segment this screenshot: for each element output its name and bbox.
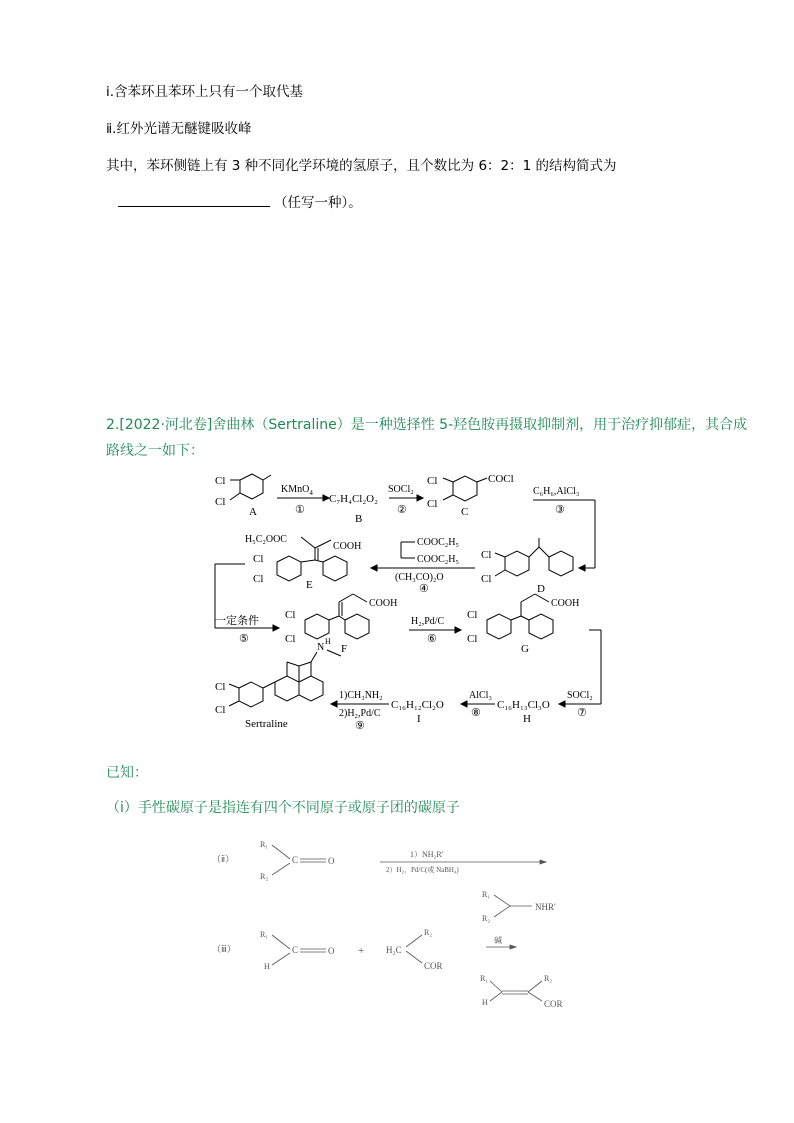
- label-B: B: [355, 513, 363, 525]
- cl-label: Cl: [215, 681, 226, 693]
- label-C: C: [461, 506, 469, 518]
- group-cor: COR: [424, 961, 443, 971]
- group-cor: COR: [544, 999, 563, 1009]
- question2-line2: 路线之一如下：: [106, 443, 204, 459]
- group-cooh: COOH: [551, 598, 580, 609]
- cl-label: Cl: [427, 498, 438, 510]
- r1: R₁: [482, 890, 491, 899]
- r2: R₂: [482, 914, 491, 923]
- cond-ii-1: 1）NH₂R′: [410, 850, 444, 859]
- cl-label: Cl: [215, 496, 226, 508]
- reagent-h2pd2: 2)H₂,Pd/C: [339, 708, 381, 719]
- question-source: [2022·河北卷]: [119, 417, 213, 433]
- h-atom: H: [482, 998, 488, 1007]
- cond-base: 碱: [494, 936, 502, 945]
- group-cocl: COCl: [488, 473, 514, 485]
- atom-c: C: [292, 945, 299, 955]
- reagent-socl2: SOCl₂: [388, 484, 414, 495]
- step-6: ⑥: [427, 633, 437, 645]
- step-2: ②: [397, 504, 407, 516]
- r1: R₁: [480, 974, 489, 983]
- compound-C: [427, 473, 514, 518]
- r1: R₁: [260, 840, 269, 849]
- label-ii: （ⅱ）: [212, 854, 235, 864]
- cl-label: Cl: [481, 573, 492, 585]
- condition-5: 一定条件: [215, 615, 259, 627]
- cl-label: Cl: [467, 609, 478, 621]
- group-h2c: H₂C: [386, 945, 402, 955]
- reagent-ch3nh2: 1)CH₃NH₂: [339, 690, 383, 701]
- plus-sign: +: [358, 945, 365, 957]
- step-8: ⑧: [471, 707, 481, 719]
- question-number: 2.: [106, 417, 120, 433]
- step-5: ⑤: [239, 633, 249, 645]
- known-reaction-ii: [210, 835, 570, 930]
- atom-o: O: [328, 856, 335, 866]
- cl-label: Cl: [253, 553, 264, 565]
- atom-c: C: [292, 855, 299, 865]
- cl-label: Cl: [285, 633, 296, 645]
- answer-line: [118, 191, 362, 211]
- condition-ii: ⅱ.红外光谱无醚键吸收峰: [106, 121, 252, 137]
- cl-label: Cl: [285, 609, 296, 621]
- label-A: A: [249, 506, 257, 518]
- r1: R₁: [260, 930, 269, 939]
- r2: R₂: [544, 974, 553, 983]
- label-iii: （ⅲ）: [212, 944, 236, 954]
- reagent-h2pd: H₂,Pd/C: [411, 616, 445, 627]
- condition-i: ⅰ.含苯环且苯环上只有一个取代基: [106, 84, 304, 100]
- known-item-i: （ⅰ）手性碳原子是指连有四个不同原子或原子团的碳原子: [106, 800, 460, 816]
- label-sertraline: Sertraline: [245, 718, 288, 730]
- known-reaction-iii: [210, 925, 590, 1015]
- group-cooh: COOH: [369, 598, 398, 609]
- cl-label: Cl: [215, 704, 226, 716]
- atom-n: N: [317, 642, 325, 653]
- reagent-alcl3: AlCl₃: [469, 690, 492, 701]
- compound-D: [481, 538, 573, 595]
- label-E: E: [306, 579, 313, 591]
- label-G: G: [521, 643, 529, 655]
- reagent-kmno4: KMnO$_4$: [281, 484, 313, 497]
- atom-o: O: [328, 946, 335, 956]
- reagent-anhydride: (CH₃CO)₂O: [395, 572, 444, 583]
- question2-line1: [106, 414, 747, 434]
- step-7: ⑦: [577, 707, 587, 719]
- compound-A: [215, 474, 271, 518]
- cl-label: Cl: [467, 633, 478, 645]
- formula-I: C₁₆H₁₂Cl₂O: [391, 699, 444, 711]
- compound-G: [467, 594, 579, 655]
- group-ester: H₅C₂OOC: [245, 534, 287, 545]
- compound-sertraline: [215, 637, 341, 730]
- label-F: F: [341, 643, 348, 655]
- cl-label: Cl: [427, 475, 438, 487]
- step-9: ⑨: [355, 720, 365, 732]
- answer-hint: （任写一种）。: [274, 195, 362, 211]
- formula-B: C₇H₄Cl₂O₂: [329, 493, 378, 505]
- h-atom: H: [264, 962, 270, 971]
- synthesis-scheme: [205, 470, 625, 740]
- question2-text: 舍曲林（Sertraline）是一种选择性 5-羟色胺再摄取抑制剂，用于治疗抑郁症，其合成: [212, 417, 748, 433]
- step-4: ④: [419, 583, 429, 595]
- cl-label: Cl: [215, 475, 226, 487]
- cl-label: Cl: [481, 549, 492, 561]
- atom-h: H: [325, 637, 331, 646]
- group-nhr: NHR′: [535, 902, 556, 912]
- reagent-ester-bottom: COOC₂H₅: [417, 554, 459, 565]
- compound-F: [285, 594, 397, 655]
- answer-blank[interactable]: [118, 194, 270, 207]
- step-1: ①: [295, 504, 305, 516]
- question-statement: 其中，苯环侧链上有 3 种不同化学环境的氢原子，且个数比为 6：2：1 的结构简式为: [106, 158, 617, 174]
- cond-ii-2: 2）H₂，Pd/C(或 NaBH₄): [386, 866, 459, 874]
- known-title: 已知：: [106, 765, 148, 781]
- group-cooh: COOH: [333, 541, 362, 552]
- step-3: ③: [555, 504, 565, 516]
- label-H: H: [523, 713, 531, 725]
- label-D: D: [537, 583, 545, 595]
- compound-E: [245, 534, 361, 591]
- cl-label: Cl: [253, 573, 264, 585]
- r2: R₂: [424, 928, 433, 937]
- label-I: I: [417, 713, 421, 725]
- r2: R₂: [260, 872, 269, 881]
- reagent-c6h6: C₆H₆,AlCl₃: [533, 486, 580, 497]
- reagent-socl2: SOCl₂: [567, 690, 593, 701]
- reagent-ester-top: COOC₂H₅: [417, 537, 459, 548]
- formula-H: C₁₆H₁₃Cl₃O: [497, 699, 550, 711]
